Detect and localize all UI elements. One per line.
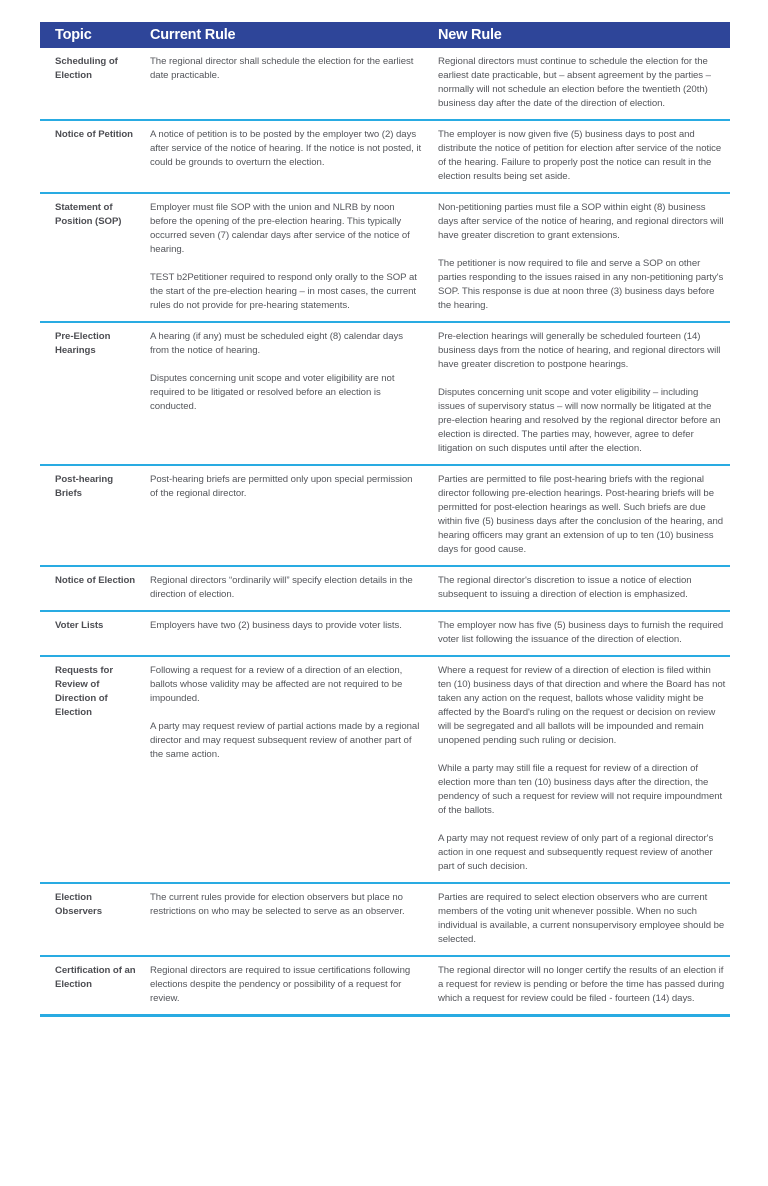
paragraph: The regional director will no longer certify the results of an election if a request for review is pending or before the time has passed during which a request for review could be filed - fourteen (14) days.: [438, 965, 725, 1004]
current-rule-cell: [150, 473, 438, 557]
paragraph: Regional directors are required to issue certifications following elections despite the pendency or possibility of a request for review.: [150, 965, 411, 1004]
paragraph: A party may not request review of only part of a regional director's action in one request and subsequently request review of another part of such decision.: [438, 833, 714, 872]
paragraph: The regional director's discretion to issue a notice of election subsequent to issuing a direction of election is emphasized.: [438, 575, 692, 600]
table-row-scheduling-of-election: [40, 48, 730, 119]
current-rule-cell: [150, 619, 438, 647]
paragraph: A hearing (if any) must be scheduled eight (8) calendar days from the notice of hearing.: [150, 331, 403, 356]
topic-cell: Election Observers: [55, 892, 103, 917]
table-row-notice-of-petition: [40, 119, 730, 192]
paragraph: The employer now has five (5) business days to furnish the required voter list following the issuance of the direction of election.: [438, 620, 724, 645]
table-row-post-hearing-briefs: [40, 464, 730, 565]
paragraph: A notice of petition is to be posted by the employer two (2) days after service of the notice of hearing. If the notice is not posted, it could be grounds to overturn the election.: [150, 129, 422, 168]
current-rule-cell: [150, 964, 438, 1006]
paragraph: TEST b2Petitioner required to respond only orally to the SOP at the start of the pre-election hearing – in most cases, the current rules do not provide for pre-hearing statements.: [150, 272, 417, 311]
paragraph: Regional directors must continue to schedule the election for the earliest date practicable, but – absent agreement by the parties – normally will not schedule an election before the twentieth (20th) business day after the date of the direction of election.: [438, 56, 711, 109]
new-rule-cell: [438, 473, 730, 557]
table-row-requests-for-review: [40, 655, 730, 882]
comparison-table: [40, 22, 730, 1017]
paragraph: The current rules provide for election observers but place no restrictions on who may be selected to serve as an observer.: [150, 892, 405, 917]
current-rule-cell: [150, 891, 438, 947]
table-row-statement-of-position: [40, 192, 730, 321]
table-header-row: [40, 22, 730, 48]
topic-cell: Notice of Election: [55, 575, 136, 586]
topic-cell: Post-hearing Briefs: [55, 474, 114, 499]
paragraph: Pre-election hearings will generally be scheduled fourteen (14) business days from the notice of hearing, and regional directors will have greater discretion to postpone hearings.: [438, 331, 721, 370]
paragraph: Disputes concerning unit scope and voter eligibility are not required to be litigated or resolved before an election is conducted.: [150, 373, 395, 412]
paragraph: The regional director shall schedule the election for the earliest date practicable.: [150, 56, 414, 81]
new-rule-cell: [438, 55, 730, 111]
table-row-election-observers: [40, 882, 730, 955]
current-rule-cell: [150, 55, 438, 111]
new-rule-cell: [438, 964, 730, 1006]
paragraph: Parties are required to select election observers who are current members of the voting unit whenever possible. When no such individual is available, a current nonsupervisory employee should be selected.: [438, 892, 725, 945]
paragraph: Parties are permitted to file post-hearing briefs with the regional director following pre-election hearings. Post-hearing briefs will be permitted for post-election hearings as well. Such briefs are due within five (5) business days after the conclusion of the hearing, and hearing officers may grant an extension of up to ten (10) business days for good cause.: [438, 474, 724, 555]
paragraph: While a party may still file a request for review of a direction of election more than ten (10) business days after the direction, the pendency of such a request for review will not require impoundment of the ballots.: [438, 763, 723, 816]
header-current-rule: Current Rule: [150, 27, 236, 43]
new-rule-cell: [438, 664, 730, 874]
new-rule-cell: [438, 574, 730, 602]
paragraph: The employer is now given five (5) business days to post and distribute the notice of petition for election after service of the notice of the hearing. Failure to properly post the notice can result in the election results being set aside.: [438, 129, 722, 182]
topic-cell: Statement of Position (SOP): [55, 202, 122, 227]
topic-cell: Requests for Review of Direction of Election: [55, 665, 114, 718]
topic-cell: Notice of Petition: [55, 129, 133, 140]
current-rule-cell: [150, 574, 438, 602]
paragraph: Employer must file SOP with the union and NLRB by noon before the opening of the pre-election hearing. This typically occurred seven (7) calendar days after service of the notice of hearing.: [150, 202, 410, 255]
paragraph: Non-petitioning parties must file a SOP within eight (8) business days after service of the notice of hearing, and regional directors will have greater discretion to grant extensions.: [438, 202, 724, 241]
paragraph: Following a request for a review of a direction of an election, ballots whose validity may be affected are not required to be impounded.: [150, 665, 403, 704]
paragraph: Regional directors “ordinarily will” specify election details in the direction of election.: [150, 575, 413, 600]
paragraph: Disputes concerning unit scope and voter eligibility – including issues of supervisory status – will now normally be litigated at the pre-election hearing and resolved by the regional director before an election is directed. The parties may, however, agree to defer litigation on such disputes until after the election.: [438, 387, 721, 454]
new-rule-cell: [438, 619, 730, 647]
new-rule-cell: [438, 201, 730, 313]
table-row-pre-election-hearings: [40, 321, 730, 464]
new-rule-cell: [438, 330, 730, 456]
table-row-certification-of-an-election: [40, 955, 730, 1014]
paragraph: Where a request for review of a direction of election is filed within ten (10) business days of that direction and where the Board has not taken any action on the request, ballots whose validity might be affected by the Board's ruling on the request or decision on review will be segregated and all ballots will be impounded and remain unopened pending such ruling or decision.: [438, 665, 726, 746]
paragraph: A party may request review of partial actions made by a regional director and may request subsequent review of another part of the same action.: [150, 721, 420, 760]
new-rule-cell: [438, 891, 730, 947]
topic-cell: Voter Lists: [55, 620, 104, 631]
table-row-notice-of-election: [40, 565, 730, 610]
current-rule-cell: [150, 330, 438, 456]
paragraph: The petitioner is now required to file and serve a SOP on other parties responding to the issues raised in any non-petitioning party's SOP. This response is due at noon three (3) business days before the hearing.: [438, 258, 724, 311]
paragraph: Post-hearing briefs are permitted only upon special permission of the regional director.: [150, 474, 413, 499]
paragraph: Employers have two (2) business days to provide voter lists.: [150, 620, 402, 631]
header-topic: Topic: [55, 27, 92, 43]
topic-cell: Pre-Election Hearings: [55, 331, 111, 356]
table-row-voter-lists: [40, 610, 730, 655]
new-rule-cell: [438, 128, 730, 184]
header-new-rule: New Rule: [438, 27, 502, 43]
current-rule-cell: [150, 128, 438, 184]
topic-cell: Certification of an Election: [55, 965, 136, 990]
topic-cell: Scheduling of Election: [55, 56, 118, 81]
current-rule-cell: [150, 664, 438, 874]
table-bottom-rule: [40, 1014, 730, 1017]
current-rule-cell: [150, 201, 438, 313]
